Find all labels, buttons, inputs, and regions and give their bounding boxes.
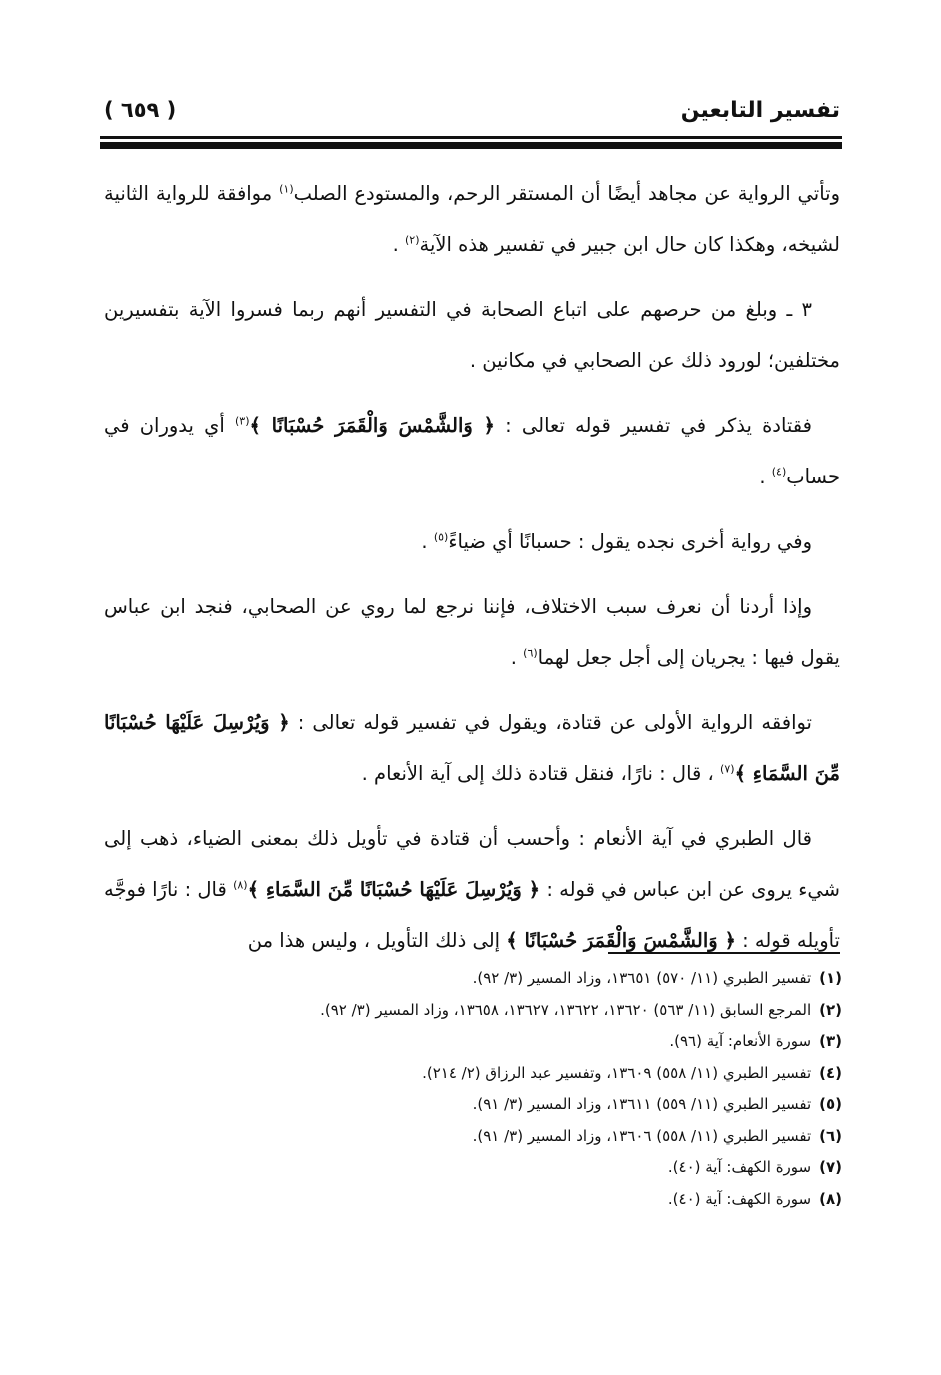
text-run: أي يدوران في حساب xyxy=(104,414,840,488)
footnote-item xyxy=(100,1121,842,1153)
footnote-number: (٤) xyxy=(819,1063,842,1082)
header-rule-thick xyxy=(100,142,842,149)
footnote-ref: (٨) xyxy=(233,878,248,892)
quran-verse: ﴿ وَيُرْسِلَ عَلَيْهَا حُسْبَانًا مِّنَ السَّمَاءِ ﴾ xyxy=(247,878,541,901)
footnote-text: سورة الكهف: آية (٤٠). xyxy=(667,1189,812,1208)
footnote-ref: (٦) xyxy=(523,646,538,660)
footnote-ref: (١) xyxy=(279,182,294,196)
footnote-text: تفسير الطبري (١١/ ٥٥٨) ١٣٦٠٦، وزاد المسير (٣/ ٩١). xyxy=(472,1126,812,1145)
text-run: قال : نارًا فوجَّه تأويله قوله : xyxy=(104,878,840,952)
footnote-ref: (٤) xyxy=(771,465,787,479)
quran-verse: ﴿ وَالشَّمْسَ وَالْقَمَرَ حُسْبَانًا ﴾ xyxy=(249,414,495,437)
running-title: تفسير التابعين xyxy=(680,98,840,123)
footnote-item xyxy=(100,1089,842,1121)
footnote-number: (٨) xyxy=(819,1189,842,1208)
paragraph-3 xyxy=(104,400,840,502)
text-run: إلى ذلك التأويل ، وليس هذا من xyxy=(247,929,507,952)
footnote-text: تفسير الطبري (١١/ ٥٧٠) ١٣٦٥١، وزاد المسير (٣/ ٩٢). xyxy=(472,969,812,987)
footnote-text: تفسير الطبري (١١/ ٥٥٩) ١٣٦١١، وزاد المسير (٣/ ٩١). xyxy=(472,1095,812,1113)
text-run: . xyxy=(421,530,434,553)
footnote-text: المرجع السابق (١١/ ٥٦٣) ١٣٦٢٠، ١٣٦٢٢، ١٣٦٢٧، ١٣٦٥٨، وزاد المسير (٣/ ٩٢). xyxy=(320,1000,812,1019)
text-run: . xyxy=(759,465,772,488)
footnote-item xyxy=(100,1058,842,1090)
text-run: وإذا أردنا أن نعرف سبب الاختلاف، فإننا نرجع لما روي عن الصحابي، فنجد ابن عباس يقول فيها : يجريان إلى أجل جعل لهما xyxy=(104,595,840,669)
quran-verse: ﴿ وَالشَّمْسَ وَالْقَمَرَ حُسْبَانًا ﴾ xyxy=(506,929,736,952)
footnote-separator xyxy=(608,952,840,954)
footnote-item xyxy=(100,995,842,1027)
footnote-ref: (٣) xyxy=(234,414,250,428)
footnotes xyxy=(100,963,842,1215)
footnote-number: (٥) xyxy=(819,1095,842,1113)
main-text xyxy=(104,168,840,980)
paragraph-7 xyxy=(104,813,840,966)
paragraph-4 xyxy=(104,516,840,567)
footnote-number: (٣) xyxy=(819,1032,842,1050)
footnote-item xyxy=(100,1026,842,1058)
paragraph-1 xyxy=(104,168,840,270)
footnote-text: تفسير الطبري (١١/ ٥٥٨) ١٣٦٠٩، وتفسير عبد الرزاق (٢/ ٢١٤). xyxy=(422,1063,812,1082)
text-run: فقتادة يذكر في تفسير قوله تعالى : xyxy=(495,414,812,437)
footnote-item xyxy=(100,963,842,995)
page-number: ( ٦٥٩ ) xyxy=(104,98,177,122)
footnote-number: (٦) xyxy=(819,1126,842,1145)
footnote-number: (٢) xyxy=(819,1000,842,1019)
footnote-ref: (٢) xyxy=(404,233,420,247)
text-run: وفي رواية أخرى نجده يقول : حسبانًا أي ضياءً xyxy=(448,530,812,553)
text-run: . xyxy=(510,646,524,669)
footnote-ref: (٧) xyxy=(720,762,735,776)
footnote-text: سورة الكهف: آية (٤٠). xyxy=(667,1158,812,1176)
quran-verse: ﴿ وَيُرْسِلَ عَلَيْهَا حُسْبَانًا مِّنَ السَّمَاءِ ﴾ xyxy=(104,711,840,785)
paragraph-5 xyxy=(104,581,840,683)
footnote-item xyxy=(100,1152,842,1184)
text-run: وتأتي الرواية عن مجاهد أيضًا أن المستقر الرحم، والمستودع الصلب xyxy=(293,182,840,205)
footnote-ref: (٥) xyxy=(433,530,449,544)
footnote-number: (٧) xyxy=(819,1158,842,1176)
paragraph-6 xyxy=(104,697,840,799)
text-run: . xyxy=(392,233,405,256)
page-header xyxy=(100,98,840,128)
header-rule-thin xyxy=(100,136,842,139)
paragraph-2: ٣ ـ وبلغ من حرصهم على اتباع الصحابة في التفسير أنهم ربما فسروا الآية بتفسيرين مختلفين؛ لورود ذلك عن الصحابي في مكانين . xyxy=(104,298,840,372)
text-run: توافقه الرواية الأولى عن قتادة، ويقول في تفسير قوله تعالى : xyxy=(289,711,812,734)
footnote-item xyxy=(100,1184,842,1216)
text-run: موافقة للرواية الثانية لشيخه، وهكذا كان حال ابن جبير في تفسير هذه الآية xyxy=(104,182,840,256)
text-run: ، قال : نارًا، فنقل قتادة ذلك إلى آية الأنعام . xyxy=(361,762,721,785)
footnote-text: سورة الأنعام: آية (٩٦). xyxy=(669,1032,812,1050)
footnote-number: (١) xyxy=(819,969,842,987)
text-run: قال الطبري في آية الأنعام : وأحسب أن قتادة في تأويل ذلك بمعنى الضياء، ذهب إلى شيء يروى عن ابن عباس في قوله : xyxy=(104,827,840,901)
